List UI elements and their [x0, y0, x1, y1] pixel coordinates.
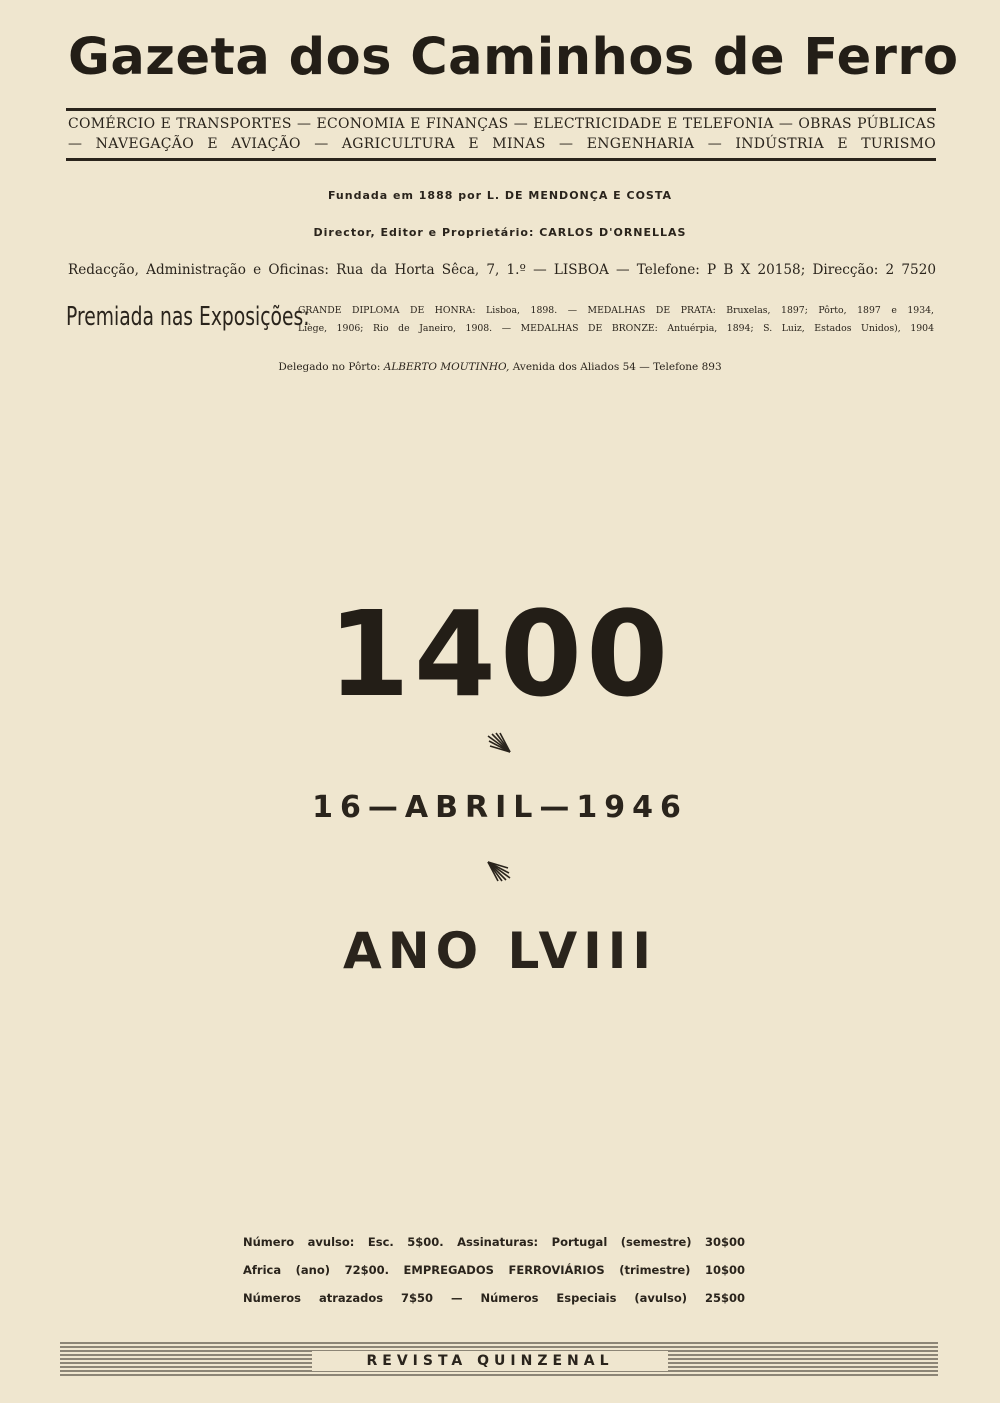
masthead-rule-bottom: [66, 158, 936, 161]
awards-line-1: GRANDE DIPLOMA DE HONRA: Lisboa, 1898. — MEDALHAS DE PRATA: Bruxelas, 1897; Pôrto, 1897 e 1934,: [298, 305, 934, 316]
price-line-1: Número avulso: Esc. 5$00. Assinaturas: Portugal (semestre) 30$00: [243, 1235, 745, 1249]
director-line: Director, Editor e Proprietário: CARLOS D'ORNELLAS: [313, 226, 687, 239]
fan-ornament-icon: [484, 860, 512, 882]
issue-number: 1400: [327, 585, 673, 723]
delegate-address: Avenida dos Aliados 54 — Telefone 893: [512, 361, 722, 373]
delegate-prefix: Delegado no Pôrto:: [278, 361, 381, 373]
issue-date: 16—ABRIL—1946: [312, 790, 688, 825]
founded-line: Fundada em 1888 por L. DE MENDONÇA E COSTA: [327, 189, 673, 202]
price-line-2: Africa (ano) 72$00. EMPREGADOS FERROVIÁRIOS (trimestre) 10$00: [243, 1263, 745, 1277]
subjects-line-2: — NAVEGAÇÃO E AVIAÇÃO — AGRICULTURA E MINAS — ENGENHARIA — INDÚSTRIA E TURISMO: [68, 136, 936, 152]
awards-line-2: Liège, 1906; Rio de Janeiro, 1908. — MEDALHAS DE BRONZE: Antuérpia, 1894; S. Luiz, Estados Unidos), 1904: [298, 323, 934, 334]
fan-ornament-icon: [486, 732, 514, 754]
address-line: Redacção, Administração e Oficinas: Rua da Horta Sêca, 7, 1.º — LISBOA — Telefone: P B X 20158; Direcção: 2 7520: [68, 262, 936, 278]
masthead-rule-top: [66, 108, 936, 111]
delegate-name: ALBERTO MOUTINHO,: [383, 361, 510, 373]
footer-label: REVISTA QUINZENAL: [312, 1351, 668, 1371]
awards-label: Premiada nas Exposições:: [66, 302, 310, 332]
price-line-3: Números atrazados 7$50 — Números Especiais (avulso) 25$00: [243, 1291, 745, 1305]
subjects-line-1: COMÉRCIO E TRANSPORTES — ECONOMIA E FINANÇAS — ELECTRICIDADE E TELEFONIA — OBRAS PÚBLICAS: [68, 116, 936, 132]
volume-year: ANO LVIII: [343, 922, 657, 980]
masthead-title: Gazeta dos Caminhos de Ferro: [68, 28, 959, 87]
porto-delegate-line: [0, 361, 1000, 373]
